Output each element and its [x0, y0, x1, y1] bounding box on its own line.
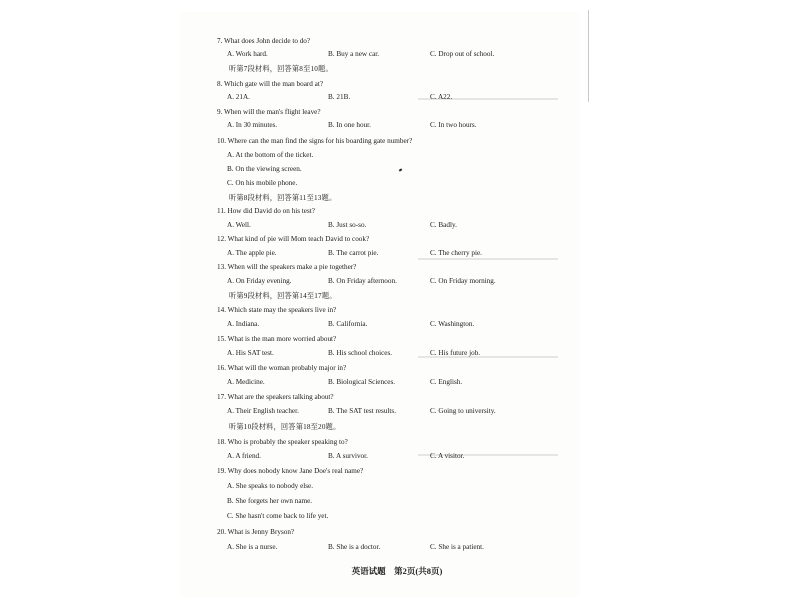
section-instruction: 听第7段材料，回答第8至10题。 — [229, 65, 333, 73]
option-a: A. His SAT test. — [227, 349, 274, 357]
answer-options — [227, 407, 547, 417]
question-stem: 11. How did David do on his test? — [217, 207, 315, 215]
option-b: B. She forgets her own name. — [227, 497, 313, 505]
option-a: A. 21A. — [227, 93, 250, 101]
page-footer: 英语试题 第2页(共8页) — [351, 566, 443, 576]
option-a: A. Their English teacher. — [227, 407, 299, 415]
option-b: B. Biological Sciences. — [328, 378, 396, 386]
option-c: C. Badly. — [430, 221, 457, 229]
option-a: A. She speaks to nobody else. — [227, 482, 314, 490]
answer-option-line — [227, 165, 547, 175]
option-c: C. She hasn't come back to life yet. — [227, 512, 329, 520]
question-stem: 18. Who is probably the speaker speaking to? — [217, 438, 348, 446]
option-a: A. She is a nurse. — [227, 543, 278, 551]
section-instruction: 听第8段材料，回答第11至13题。 — [229, 194, 337, 202]
question-stem: 14. Which state may the speakers live in? — [217, 306, 337, 314]
answer-options — [227, 543, 547, 553]
section-instruction: 听第10段材料，回答第18至20题。 — [229, 423, 341, 431]
option-b: B. On the viewing screen. — [227, 165, 302, 173]
option-c: C. His future job. — [430, 349, 481, 357]
question-stem: 17. What are the speakers talking about? — [217, 393, 334, 401]
answer-option-line — [227, 512, 547, 522]
option-c: C. A visitor. — [430, 452, 465, 460]
question-stem: 12. What kind of pie will Mom teach David to cook? — [217, 235, 370, 243]
option-b: B. 21B. — [328, 93, 351, 101]
option-a: A. In 30 minutes. — [227, 121, 278, 129]
question-stem: 7. What does John decide to do? — [217, 37, 311, 45]
option-c: C. In two hours. — [430, 121, 477, 129]
option-c: C. The cherry pie. — [430, 249, 482, 257]
option-b: B. A survivor. — [328, 452, 368, 460]
answer-options — [227, 249, 547, 259]
option-c: C. On Friday morning. — [430, 277, 496, 285]
option-c: C. She is a patient. — [430, 543, 484, 551]
option-a: A. Indiana. — [227, 320, 260, 328]
answer-options — [227, 320, 547, 330]
answer-options — [227, 378, 547, 388]
option-c: C. Washington. — [430, 320, 475, 328]
option-c: C. A22. — [430, 93, 453, 101]
option-b: B. In one hour. — [328, 121, 371, 129]
answer-options — [227, 349, 547, 359]
answer-options — [227, 93, 547, 103]
answer-options — [227, 121, 547, 131]
option-a: A. At the bottom of the ticket. — [227, 151, 314, 159]
question-stem: 19. Why does nobody know Jane Doe's real name? — [217, 467, 364, 475]
option-a: A. Medicine. — [227, 378, 265, 386]
option-a: A. The apple pie. — [227, 249, 277, 257]
option-b: B. Buy a new car. — [328, 50, 380, 58]
option-c: C. English. — [430, 378, 463, 386]
option-c: C. Drop out of school. — [430, 50, 495, 58]
section-instruction: 听第9段材料，回答第14至17题。 — [229, 292, 337, 300]
option-b: B. The carrot pie. — [328, 249, 379, 257]
option-a: A. Well. — [227, 221, 251, 229]
option-c: C. On his mobile phone. — [227, 179, 298, 187]
question-stem: 15. What is the man more worried about? — [217, 335, 337, 343]
option-b: B. The SAT test results. — [328, 407, 397, 415]
option-a: A. A friend. — [227, 452, 261, 460]
edge-rule — [588, 10, 589, 102]
option-c: C. Going to university. — [430, 407, 496, 415]
option-b: B. His school choices. — [328, 349, 393, 357]
option-a: A. On Friday evening. — [227, 277, 292, 285]
answer-option-line — [227, 497, 547, 507]
answer-option-line — [227, 151, 547, 161]
answer-options — [227, 221, 547, 231]
answer-option-line — [227, 179, 547, 189]
question-stem: 10. Where can the man find the signs for his boarding gate number? — [217, 137, 413, 145]
option-b: B. She is a doctor. — [328, 543, 381, 551]
answer-options — [227, 50, 547, 60]
question-stem: 16. What will the woman probably major in? — [217, 364, 347, 372]
option-b: B. California. — [328, 320, 368, 328]
question-stem: 20. What is Jenny Bryson? — [217, 528, 295, 536]
answer-options — [227, 277, 547, 287]
question-stem: 8. Which gate will the man board at? — [217, 80, 324, 88]
option-b: B. On Friday afternoon. — [328, 277, 397, 285]
option-b: B. Just so-so. — [328, 221, 367, 229]
answer-option-line — [227, 482, 547, 492]
option-a: A. Work hard. — [227, 50, 268, 58]
question-stem: 13. When will the speakers make a pie together? — [217, 263, 357, 271]
answer-options — [227, 452, 547, 462]
question-stem: 9. When will the man's flight leave? — [217, 108, 321, 116]
